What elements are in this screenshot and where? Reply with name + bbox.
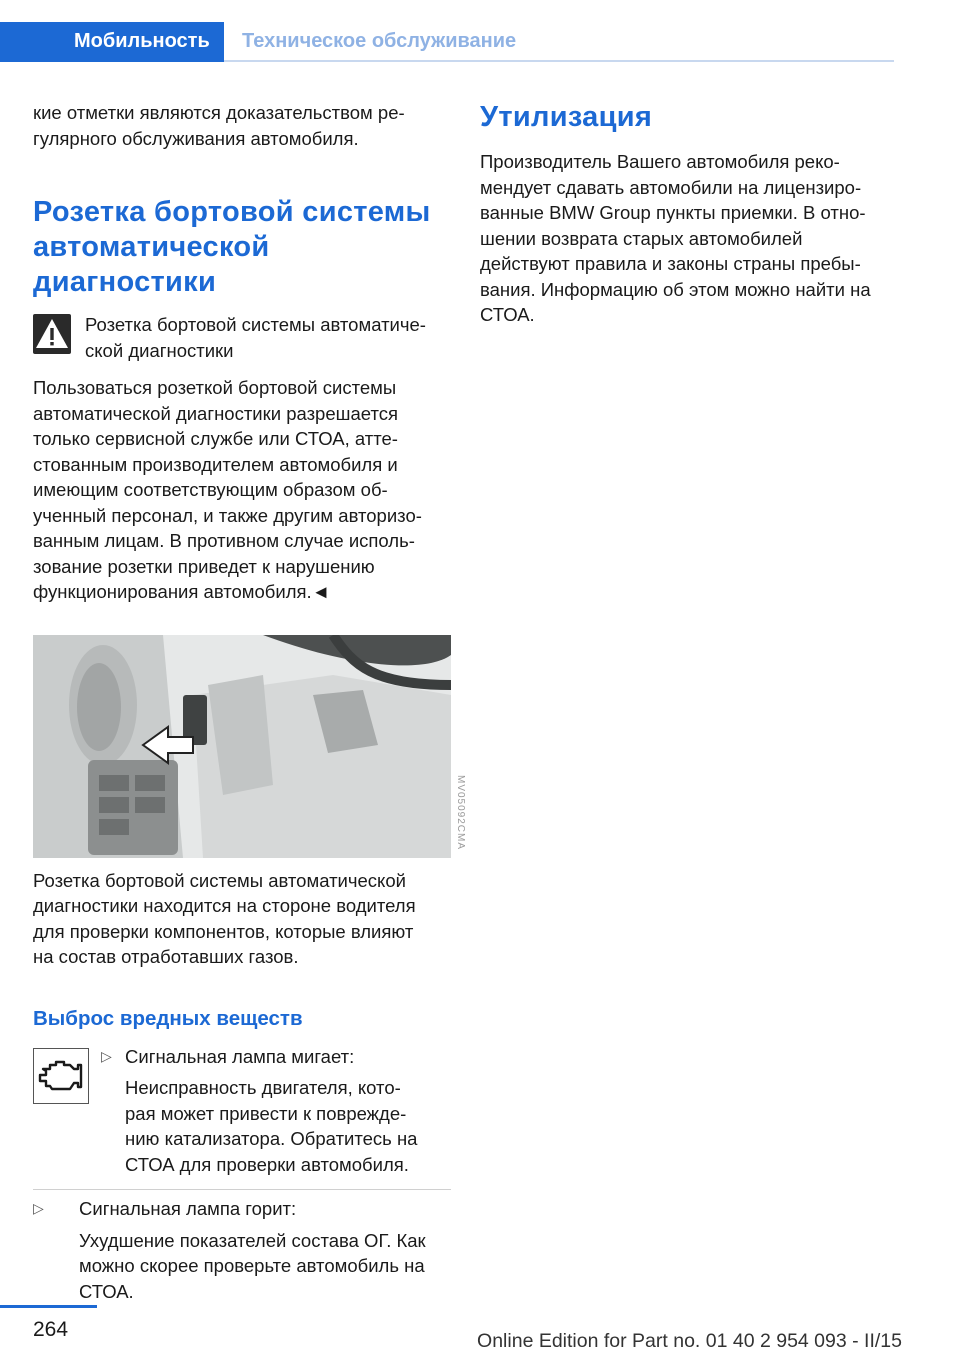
disposal-paragraph: Производитель Вашего автомобиля реко- мендует сдавать автомобили на лицензиро- ванные BMW Group пункты приемки. В отно- шении возврата старых автомобилей действуют правила и законы страны пребы- вания. Информацию об этом можно найти на СТОА. (480, 151, 871, 325)
obd-heading: Розетка бортовой системы автоматической диагностики (33, 196, 431, 298)
list-divider (33, 1189, 451, 1190)
page-number: 264 (33, 1318, 69, 1341)
warning-triangle-icon (33, 314, 71, 354)
disposal-heading: Утилизация (480, 101, 653, 133)
list-triangle-icon: ▷ (101, 1047, 112, 1064)
warning-block (33, 312, 451, 363)
obd-socket-illustration (33, 635, 466, 858)
right-column (480, 100, 900, 328)
intro-paragraph: кие отметки являются доказательством ре- гулярного обслуживания автомобиля. (33, 102, 405, 149)
engine-check-icon (33, 1048, 89, 1104)
edition-text: Online Edition for Part no. 01 40 2 954 093 - II/15 (477, 1330, 902, 1352)
header-tab-mobility: Мобильность (74, 30, 210, 52)
figure-caption: Розетка бортовой системы автоматической диагностики находится на стороне водителя для проверки компонентов, которые влияют на состав отработавших газов. (33, 869, 416, 967)
left-column (33, 100, 466, 1304)
obd-body-paragraph: Пользоваться розеткой бортовой системы автоматической диагностики разрешается только сервисной службе или СТОА, атте- стованным производителем автомобиля и имеющим соответствующим образом об- ученный персонал, и также другим авторизо- ванным лицам. В противном случае исполь- зование розетки приведет к нарушению функционирования автомобиля.◄ (33, 377, 422, 602)
illustration-drawing (33, 635, 451, 858)
item-text: Неисправность двигателя, кото- рая может привести к поврежде- нию катализатора. Обратитесь на СТОА для проверки автомобиля. (125, 1077, 418, 1175)
header-divider (224, 60, 894, 62)
item-title: Сигнальная лампа мигает: (125, 1045, 355, 1067)
emissions-heading: Выброс вредных веществ (33, 1006, 303, 1030)
footer-accent-bar (0, 1305, 97, 1308)
item-title: Сигнальная лампа горит: (79, 1198, 297, 1219)
item-text: Ухудшение показателей состава ОГ. Как можно скорее проверьте автомобиль на СТОА. (79, 1229, 426, 1302)
list-item (89, 1044, 451, 1178)
list-item (33, 1196, 451, 1304)
emissions-list (33, 1044, 451, 1305)
warning-text: Розетка бортовой системы автоматиче- ской диагностики (85, 314, 426, 361)
page-header (0, 0, 960, 64)
figure-code: MV05092CMA (455, 774, 466, 850)
header-tab-maintenance: Техническое обслуживание (242, 30, 517, 52)
list-triangle-icon: ▷ (33, 1200, 44, 1216)
